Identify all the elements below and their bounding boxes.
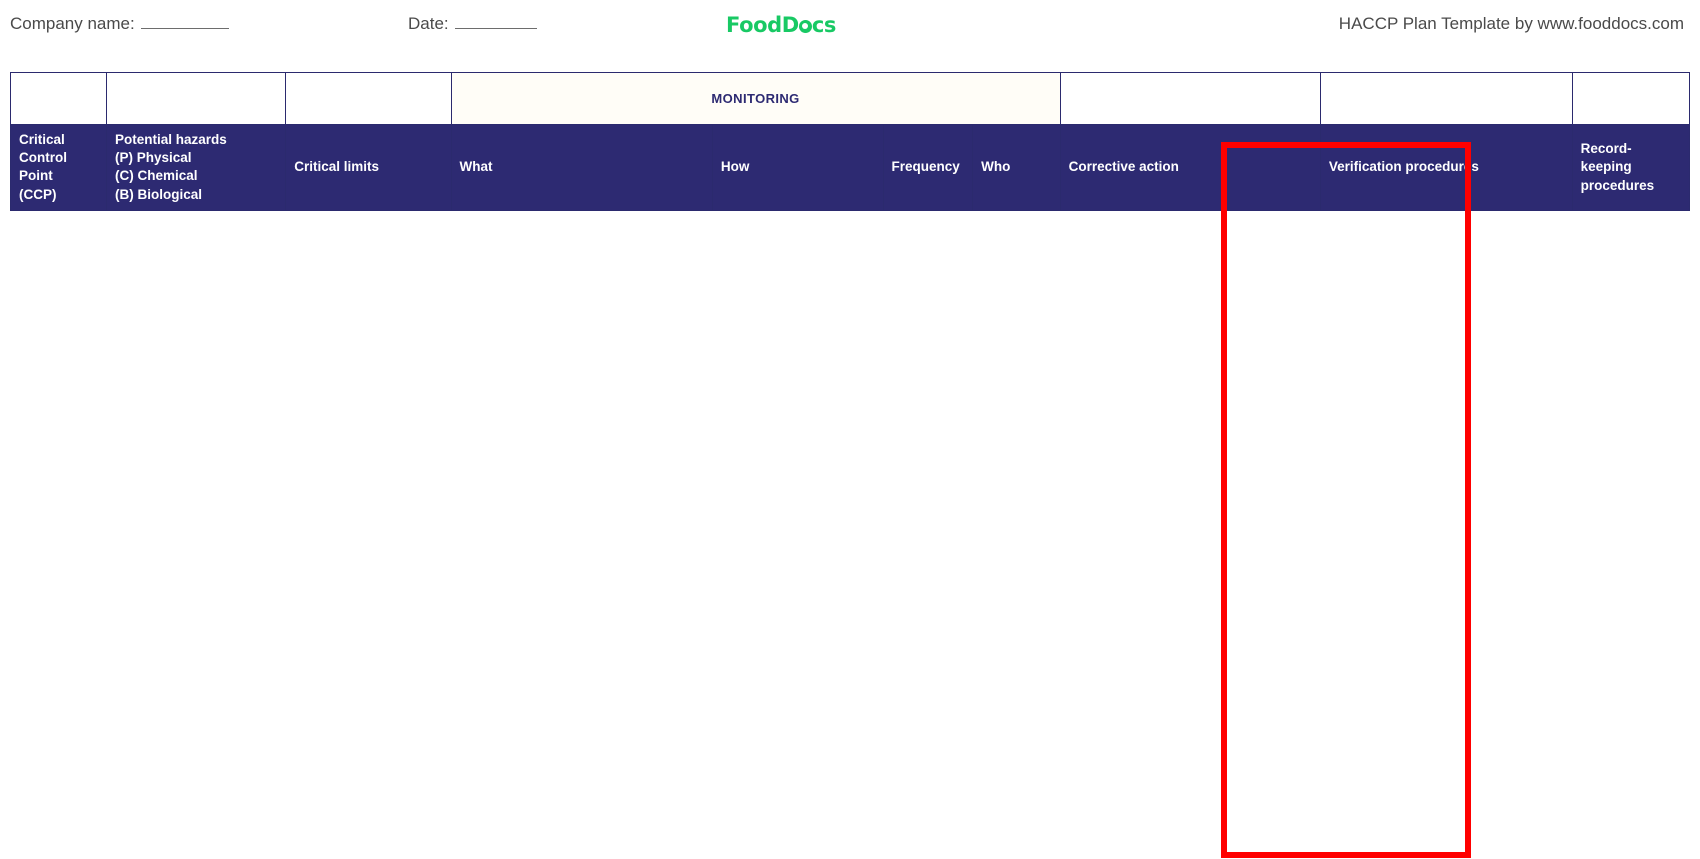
column-header-row: [11, 125, 1690, 211]
haccp-table-container: [10, 72, 1690, 211]
blank-top-left: [11, 73, 107, 125]
col-header-potential-hazards: [107, 125, 286, 211]
haccp-plan-table: [10, 72, 1690, 211]
hazards-line-3: (C) Chemical: [115, 168, 198, 184]
ccp-line-2: Control: [19, 150, 67, 166]
blank-top-record: [1572, 73, 1689, 125]
col-header-ccp: [11, 125, 107, 211]
monitoring-group-header: MONITORING: [451, 73, 1060, 125]
col-header-corrective-action: Corrective action: [1060, 125, 1320, 211]
date-blank[interactable]: [455, 15, 537, 29]
record-line-2: keeping: [1580, 159, 1632, 175]
ccp-line-3: Point: [19, 168, 53, 184]
logo-text-d: D: [781, 13, 799, 37]
blank-top-hazards: [107, 73, 286, 125]
record-line-1: Record-: [1580, 141, 1632, 157]
col-header-record-keeping: [1572, 125, 1689, 211]
date-field[interactable]: [408, 14, 537, 34]
hazards-line-1: Potential hazards: [115, 132, 227, 147]
blank-top-verification: [1320, 73, 1572, 125]
logo-o-icon: [799, 20, 812, 33]
monitoring-banner-row: [11, 73, 1690, 125]
fooddocs-logo: [726, 13, 836, 37]
page-header: [0, 0, 1700, 56]
blank-top-limits: [286, 73, 451, 125]
template-credit-text: HACCP Plan Template by www.fooddocs.com: [1338, 14, 1684, 33]
blank-top-corrective: [1060, 73, 1320, 125]
col-header-frequency: Frequency: [883, 125, 973, 211]
record-line-3: procedures: [1580, 177, 1655, 193]
hazards-line-4: (B) Biological: [115, 186, 202, 202]
logo-text-food: Food: [726, 13, 782, 37]
company-name-label: Company name:: [10, 14, 135, 33]
date-label: Date:: [408, 14, 449, 33]
hazards-line-2: (P) Physical: [115, 150, 192, 166]
ccp-line-4: (CCP): [19, 186, 57, 202]
col-header-what: What: [451, 125, 712, 211]
verification-column-highlight-box: [1221, 142, 1471, 858]
col-header-critical-limits: Critical limits: [286, 125, 451, 211]
col-header-verification-procedures: Verification procedures: [1320, 125, 1572, 211]
company-name-blank[interactable]: [141, 15, 229, 29]
company-name-field[interactable]: [10, 14, 229, 34]
logo-text-cs: cs: [811, 13, 836, 37]
table-header: [11, 73, 1690, 211]
col-header-how: How: [712, 125, 883, 211]
ccp-line-1: Critical: [19, 132, 65, 147]
col-header-who: Who: [973, 125, 1060, 211]
